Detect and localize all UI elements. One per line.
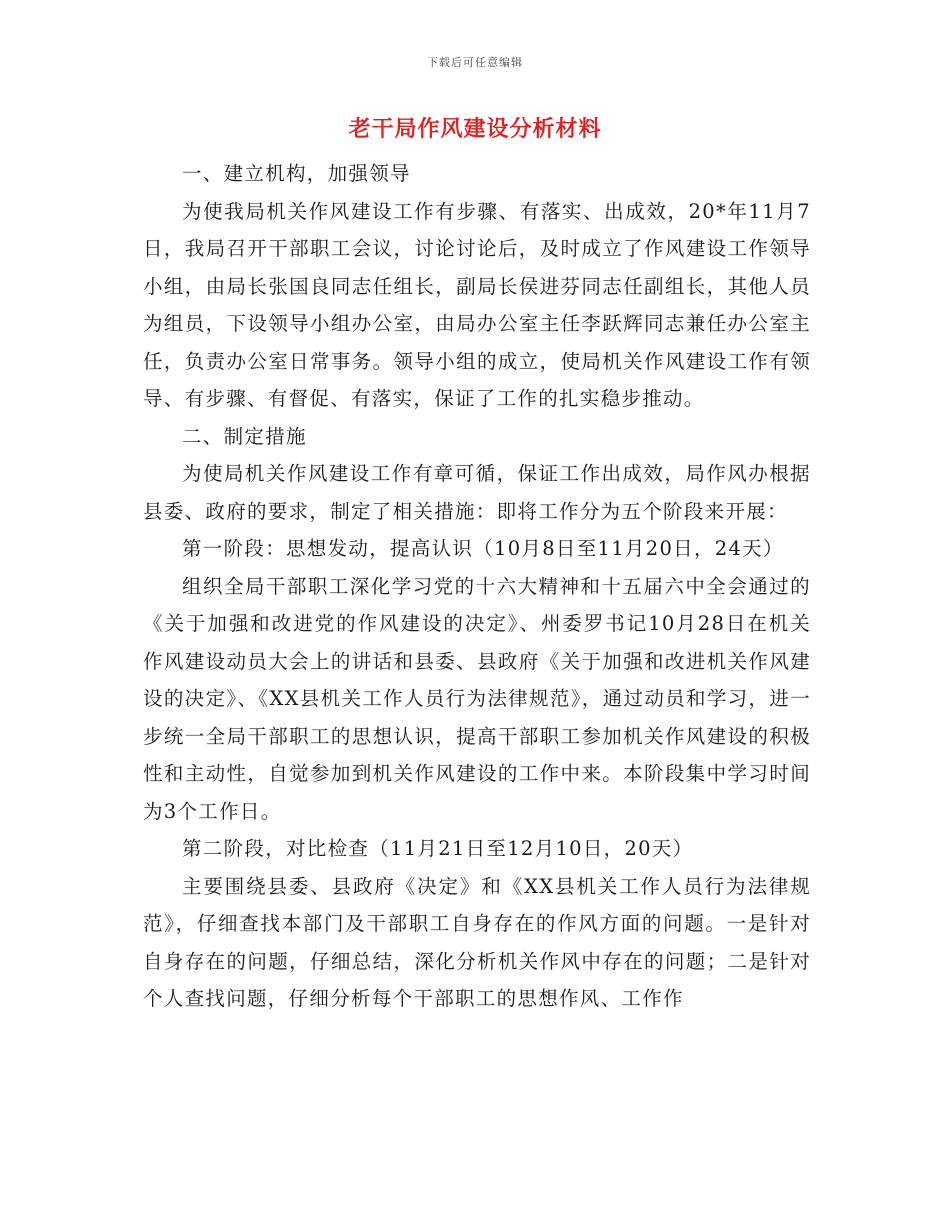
- section-heading: 二、制定措施: [182, 424, 307, 448]
- section-heading: 一、建立机构，加强领导: [182, 162, 411, 185]
- body-paragraph: 为使局机关作风建设工作有章可循，保证工作出成效，局作风办根据县委、政府的要求，制定了相关措施：即将工作分为五个阶段来开展：: [143, 462, 811, 523]
- body-paragraph: 组织全局干部职工深化学习党的十六大精神和十五届六中全会通过的《关于加强和改进党的作风建设的决定》、州委罗书记10月28日在机关作风建设动员大会上的讲话和县委、县政府《关于加强和改进机关作风建设的决定》、《XX县机关工作人员行为法律规范》，通过动员和学习，进一步统一全局干部职工的思想认识，提高干部职工参加机关作风建设的积极性和主动性，自觉参加到机关作风建设的工作中来。本阶段集中学习时间为3个工作日。: [143, 574, 811, 823]
- document-title: 老干局作风建设分析材料: [348, 116, 602, 142]
- header-note: 下载后可任意编辑: [427, 56, 523, 69]
- stage-heading: 第二阶段，对比检查（11月21日至12月10日，20天）: [182, 837, 694, 860]
- document-body: [143, 155, 811, 1018]
- body-paragraph: 为使我局机关作风建设工作有步骤、有落实、出成效，20*年11月7日，我局召开干部职工会议，讨论讨论后，及时成立了作风建设工作领导小组，由局长张国良同志任组长，副局长侯进芬同志任副组长，其他人员为组员，下设领导小组办公室，由局办公室主任李跃辉同志兼任办公室主任，负责办公室日常事务。领导小组的成立，使局机关作风建设工作有领导、有步骤、有督促、有落实，保证了工作的扎实稳步推动。: [143, 199, 811, 410]
- stage-heading: 第一阶段：思想发动，提高认识（10月8日至11月20日，24天）: [182, 537, 784, 560]
- body-paragraph: 主要围绕县委、县政府《决定》和《XX县机关工作人员行为法律规范》，仔细查找本部门及干部职工自身存在的作风方面的问题。一是针对自身存在的问题，仔细总结，深化分析机关作风中存在的问题；二是针对个人查找问题，仔细分析每个干部职工的思想作风、工作作: [143, 874, 811, 1010]
